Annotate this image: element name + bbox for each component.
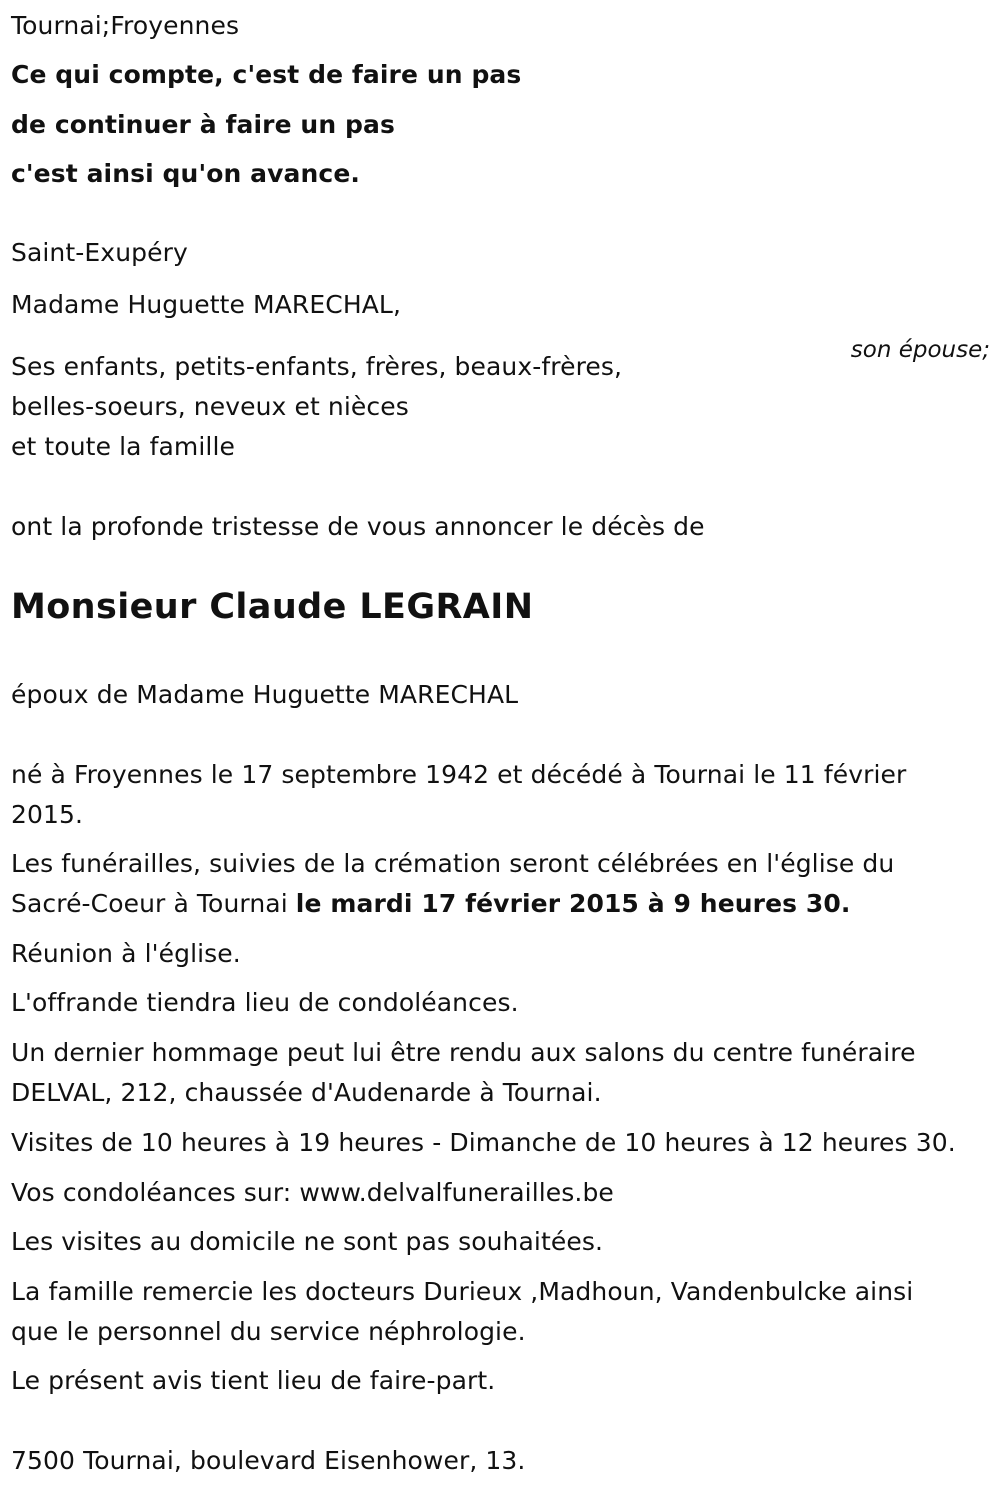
spouse-name: Madame Huguette MARECHAL, bbox=[11, 290, 401, 319]
relatives-line-3: et toute la famille bbox=[11, 432, 236, 461]
birth-death-line-2: 2015. bbox=[11, 800, 84, 829]
tribute-line-2: DELVAL, 212, chaussée d'Audenarde à Tournai. bbox=[11, 1078, 602, 1107]
thanks-line-1: La famille remercie les docteurs Durieux ,Madhoun, Vandenbulcke ainsi bbox=[11, 1277, 914, 1306]
visits-text: Visites de 10 heures à 19 heures - Dimanche de 10 heures à 12 heures 30. bbox=[11, 1128, 956, 1157]
thanks-line-2: que le personnel du service néphrologie. bbox=[11, 1317, 526, 1346]
deceased-name: Monsieur Claude LEGRAIN bbox=[11, 587, 534, 627]
tribute-line-1: Un dernier hommage peut lui être rendu aux salons du centre funéraire bbox=[11, 1038, 916, 1067]
funeral-place: Sacré-Coeur à Tournai bbox=[11, 889, 296, 918]
birth-death-line-1: né à Froyennes le 17 septembre 1942 et décédé à Tournai le 11 février bbox=[11, 760, 907, 789]
spouse-of: époux de Madame Huguette MARECHAL bbox=[11, 680, 519, 709]
home-visits-text: Les visites au domicile ne sont pas souhaitées. bbox=[11, 1227, 604, 1256]
spouse-role: son épouse; bbox=[850, 337, 990, 363]
quote-author: Saint-Exupéry bbox=[11, 238, 188, 267]
meeting-text: Réunion à l'église. bbox=[11, 939, 241, 968]
quote-line-3: c'est ainsi qu'on avance. bbox=[11, 159, 360, 188]
relatives-line-2: belles-soeurs, neveux et nièces bbox=[11, 392, 409, 421]
offering-text: L'offrande tiendra lieu de condoléances. bbox=[11, 988, 519, 1017]
funeral-date: le mardi 17 février 2015 à 9 heures 30. bbox=[295, 889, 851, 918]
locality-header: Tournai;Froyennes bbox=[11, 11, 240, 40]
notice-text: Le présent avis tient lieu de faire-part. bbox=[11, 1366, 496, 1395]
relatives-line-1: Ses enfants, petits-enfants, frères, beaux-frères, bbox=[11, 352, 623, 381]
quote-line-1: Ce qui compte, c'est de faire un pas bbox=[11, 60, 522, 89]
condolences-text: Vos condoléances sur: www.delvalfunerailles.be bbox=[11, 1178, 614, 1207]
funeral-line-1: Les funérailles, suivies de la crémation seront célébrées en l'église du bbox=[11, 849, 895, 878]
quote-line-2: de continuer à faire un pas bbox=[11, 110, 395, 139]
address-text: 7500 Tournai, boulevard Eisenhower, 13. bbox=[11, 1446, 526, 1475]
announcement-text: ont la profonde tristesse de vous annoncer le décès de bbox=[11, 512, 705, 541]
funeral-line-2 bbox=[11, 884, 851, 924]
